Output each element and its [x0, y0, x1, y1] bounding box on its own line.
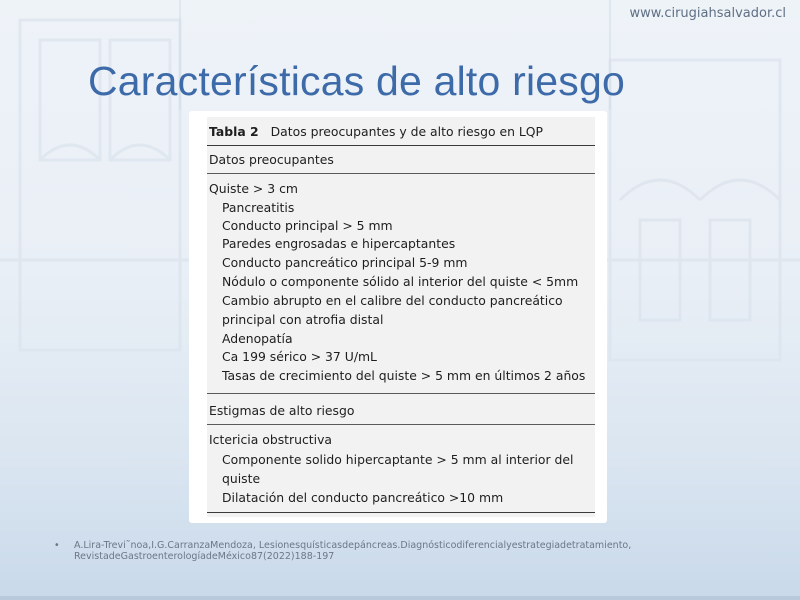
- list-item: Paredes engrosadas e hipercaptantes: [222, 236, 456, 251]
- slide-title: Características de alto riesgo: [88, 58, 625, 104]
- footnote: [54, 540, 760, 562]
- list-item: principal con atrofia distal: [222, 312, 384, 327]
- table-rule-top: [207, 145, 595, 146]
- list-item: Dilatación del conducto pancreático >10 mm: [222, 490, 504, 505]
- list-item: Adenopatía: [222, 331, 293, 346]
- bottom-bar: [0, 596, 800, 600]
- list-item: Ca 199 sérico > 37 U/mL: [222, 349, 377, 364]
- list-item: Conducto pancreático principal 5-9 mm: [222, 255, 468, 270]
- section2-header: Estigmas de alto riesgo: [209, 403, 355, 418]
- section2-main: Ictericia obstructiva: [209, 432, 333, 447]
- list-item: quiste: [222, 471, 261, 486]
- table-rule: [207, 393, 595, 394]
- table-caption-text: Datos preocupantes y de alto riesgo en LQP: [270, 124, 544, 139]
- list-item: Nódulo o componente sólido al interior del quiste < 5mm: [222, 274, 579, 289]
- table-rule-bottom: [207, 512, 595, 513]
- table-image: [189, 111, 607, 523]
- section1-main: Quiste > 3 cm: [209, 181, 298, 196]
- section1-header: Datos preocupantes: [209, 152, 334, 167]
- risk-table: [207, 117, 595, 517]
- table-rule: [207, 424, 595, 425]
- footnote-line2: RevistadeGastroenterologíadeMéxico87(2022)188-197: [74, 551, 335, 562]
- site-url: www.cirugiahsalvador.cl: [629, 6, 786, 21]
- table-rule: [207, 173, 595, 174]
- footnote-line1: A.Lira-Trevi˜noa,I.G.CarranzaMendoza, Lesionesquísticasdepáncreas.Diagnósticodiferencialyestrategiadetratamiento,: [74, 540, 632, 551]
- list-item: Tasas de crecimiento del quiste > 5 mm en últimos 2 años: [222, 368, 586, 383]
- list-item: Pancreatitis: [222, 200, 295, 215]
- table-caption: [209, 124, 543, 139]
- list-item: Componente solido hipercaptante > 5 mm al interior del: [222, 452, 574, 467]
- table-label: Tabla 2: [209, 124, 259, 139]
- footnote-bullet: •: [54, 540, 60, 551]
- list-item: Conducto principal > 5 mm: [222, 218, 393, 233]
- list-item: Cambio abrupto en el calibre del conducto pancreático: [222, 293, 563, 308]
